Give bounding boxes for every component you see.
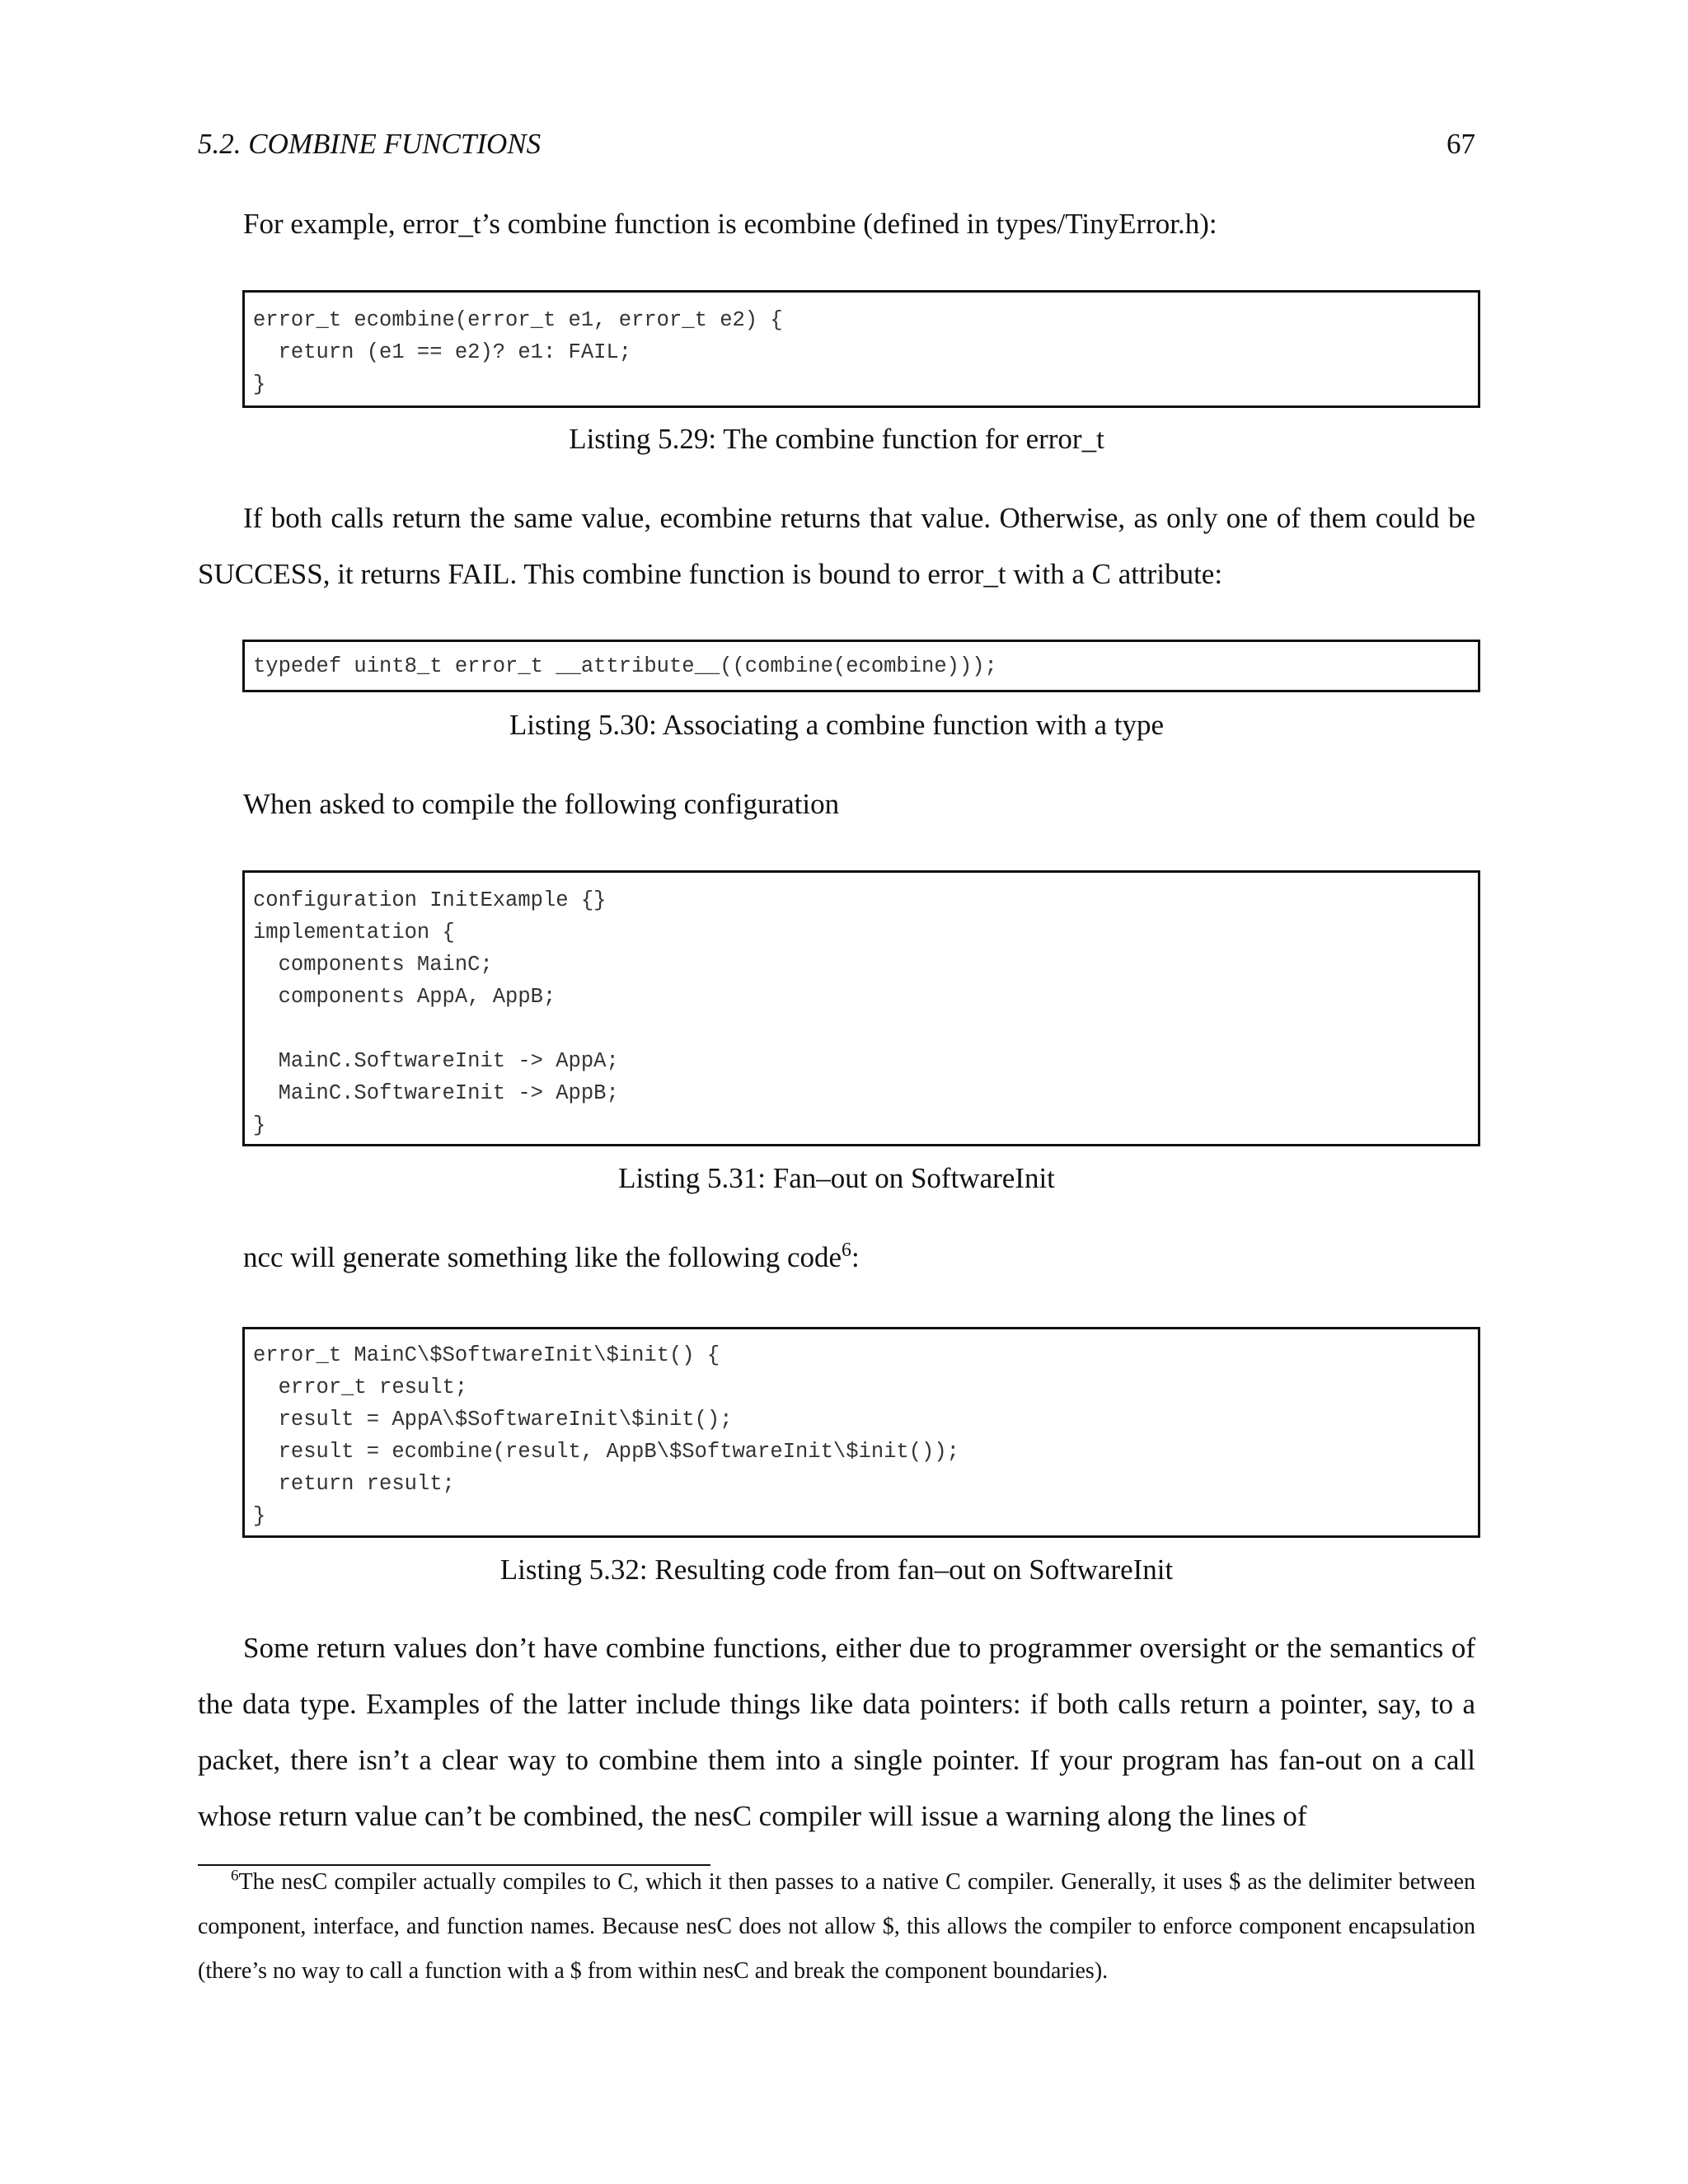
code-line: typedef uint8_t error_t __attribute__((combine(ecombine))); <box>253 654 997 678</box>
listing-caption-5-30: Listing 5.30: Associating a combine function with a type <box>509 709 1165 741</box>
section-title: 5.2. COMBINE FUNCTIONS <box>198 128 542 160</box>
listing-caption-5-29: Listing 5.29: The combine function for error_t <box>569 423 1104 455</box>
code-line: configuration InitExample {} <box>253 888 607 912</box>
footnote-text: The nesC compiler actually compiles to C, which it then passes to a native C compiler. Generally, it uses $ as the delimiter between component, interface, and function names. Because nesC does not allow $, this allows the compiler to enforce component encapsulation (there’s no way to call a function with a $ from within nesC and break the component boundaries). <box>198 1869 1475 1984</box>
code-line: error_t MainC\$SoftwareInit\$init() { <box>253 1343 720 1367</box>
code-line: MainC.SoftwareInit -> AppA; <box>253 1049 619 1073</box>
code-line: error_t ecombine(error_t e1, error_t e2) { <box>253 308 783 332</box>
footnote-mark: 6 <box>231 1867 239 1885</box>
listing-caption-5-31: Listing 5.31: Fan–out on SoftwareInit <box>618 1162 1055 1194</box>
code-line: components AppA, AppB; <box>253 985 556 1009</box>
code-line: } <box>253 1113 266 1137</box>
code-line: MainC.SoftwareInit -> AppB; <box>253 1081 619 1105</box>
code-listing-5-29 <box>242 290 1480 408</box>
code-line: } <box>253 1504 266 1528</box>
code-line: } <box>253 373 266 396</box>
footnote-reference: 6 <box>842 1239 851 1261</box>
code-listing-5-32 <box>242 1327 1480 1538</box>
code-listing-5-30 <box>242 640 1480 692</box>
footnote-6 <box>198 1860 1475 1994</box>
code-line: return (e1 == e2)? e1: FAIL; <box>253 340 632 364</box>
running-header <box>198 128 1475 169</box>
paragraph-intro: For example, error_t’s combine function is ecombine (defined in types/TinyError.h): <box>243 208 1217 240</box>
paragraph-return-values: Some return values don’t have combine functions, either due to programmer oversight or the semantics of the data type. Examples of the latter include things like data pointers: if both calls return a pointer, say, to a packet, there isn’t a clear way to combine them into a single pointer. If your program has fan-out on a call whose return value can’t be combined, the nesC compiler will issue a warning along the lines of <box>198 1632 1475 1832</box>
paragraph-ncc-generate <box>198 1230 1475 1286</box>
code-line: result = AppA\$SoftwareInit\$init(); <box>253 1408 733 1432</box>
code-line: implementation { <box>253 921 455 944</box>
code-line: result = ecombine(result, AppB\$SoftwareInit\$init()); <box>253 1440 959 1464</box>
code-line: return result; <box>253 1472 455 1496</box>
paragraph-ncc-text: ncc will generate something like the following code <box>243 1241 842 1273</box>
paragraph-ecombine-explanation: If both calls return the same value, ecombine returns that value. Otherwise, as only one of them could be SUCCESS, it returns FAIL. This combine function is bound to error_t with a C attribute: <box>198 502 1475 590</box>
listing-caption-5-32: Listing 5.32: Resulting code from fan–out on SoftwareInit <box>499 1554 1174 1586</box>
code-line: components MainC; <box>253 953 493 977</box>
paragraph-ncc-tail: : <box>851 1241 860 1273</box>
code-line: error_t result; <box>253 1376 468 1399</box>
paragraph-compile-config: When asked to compile the following configuration <box>243 788 840 820</box>
code-listing-5-31 <box>242 870 1480 1146</box>
code-line <box>253 1013 1478 1045</box>
page-number: 67 <box>1447 128 1475 160</box>
